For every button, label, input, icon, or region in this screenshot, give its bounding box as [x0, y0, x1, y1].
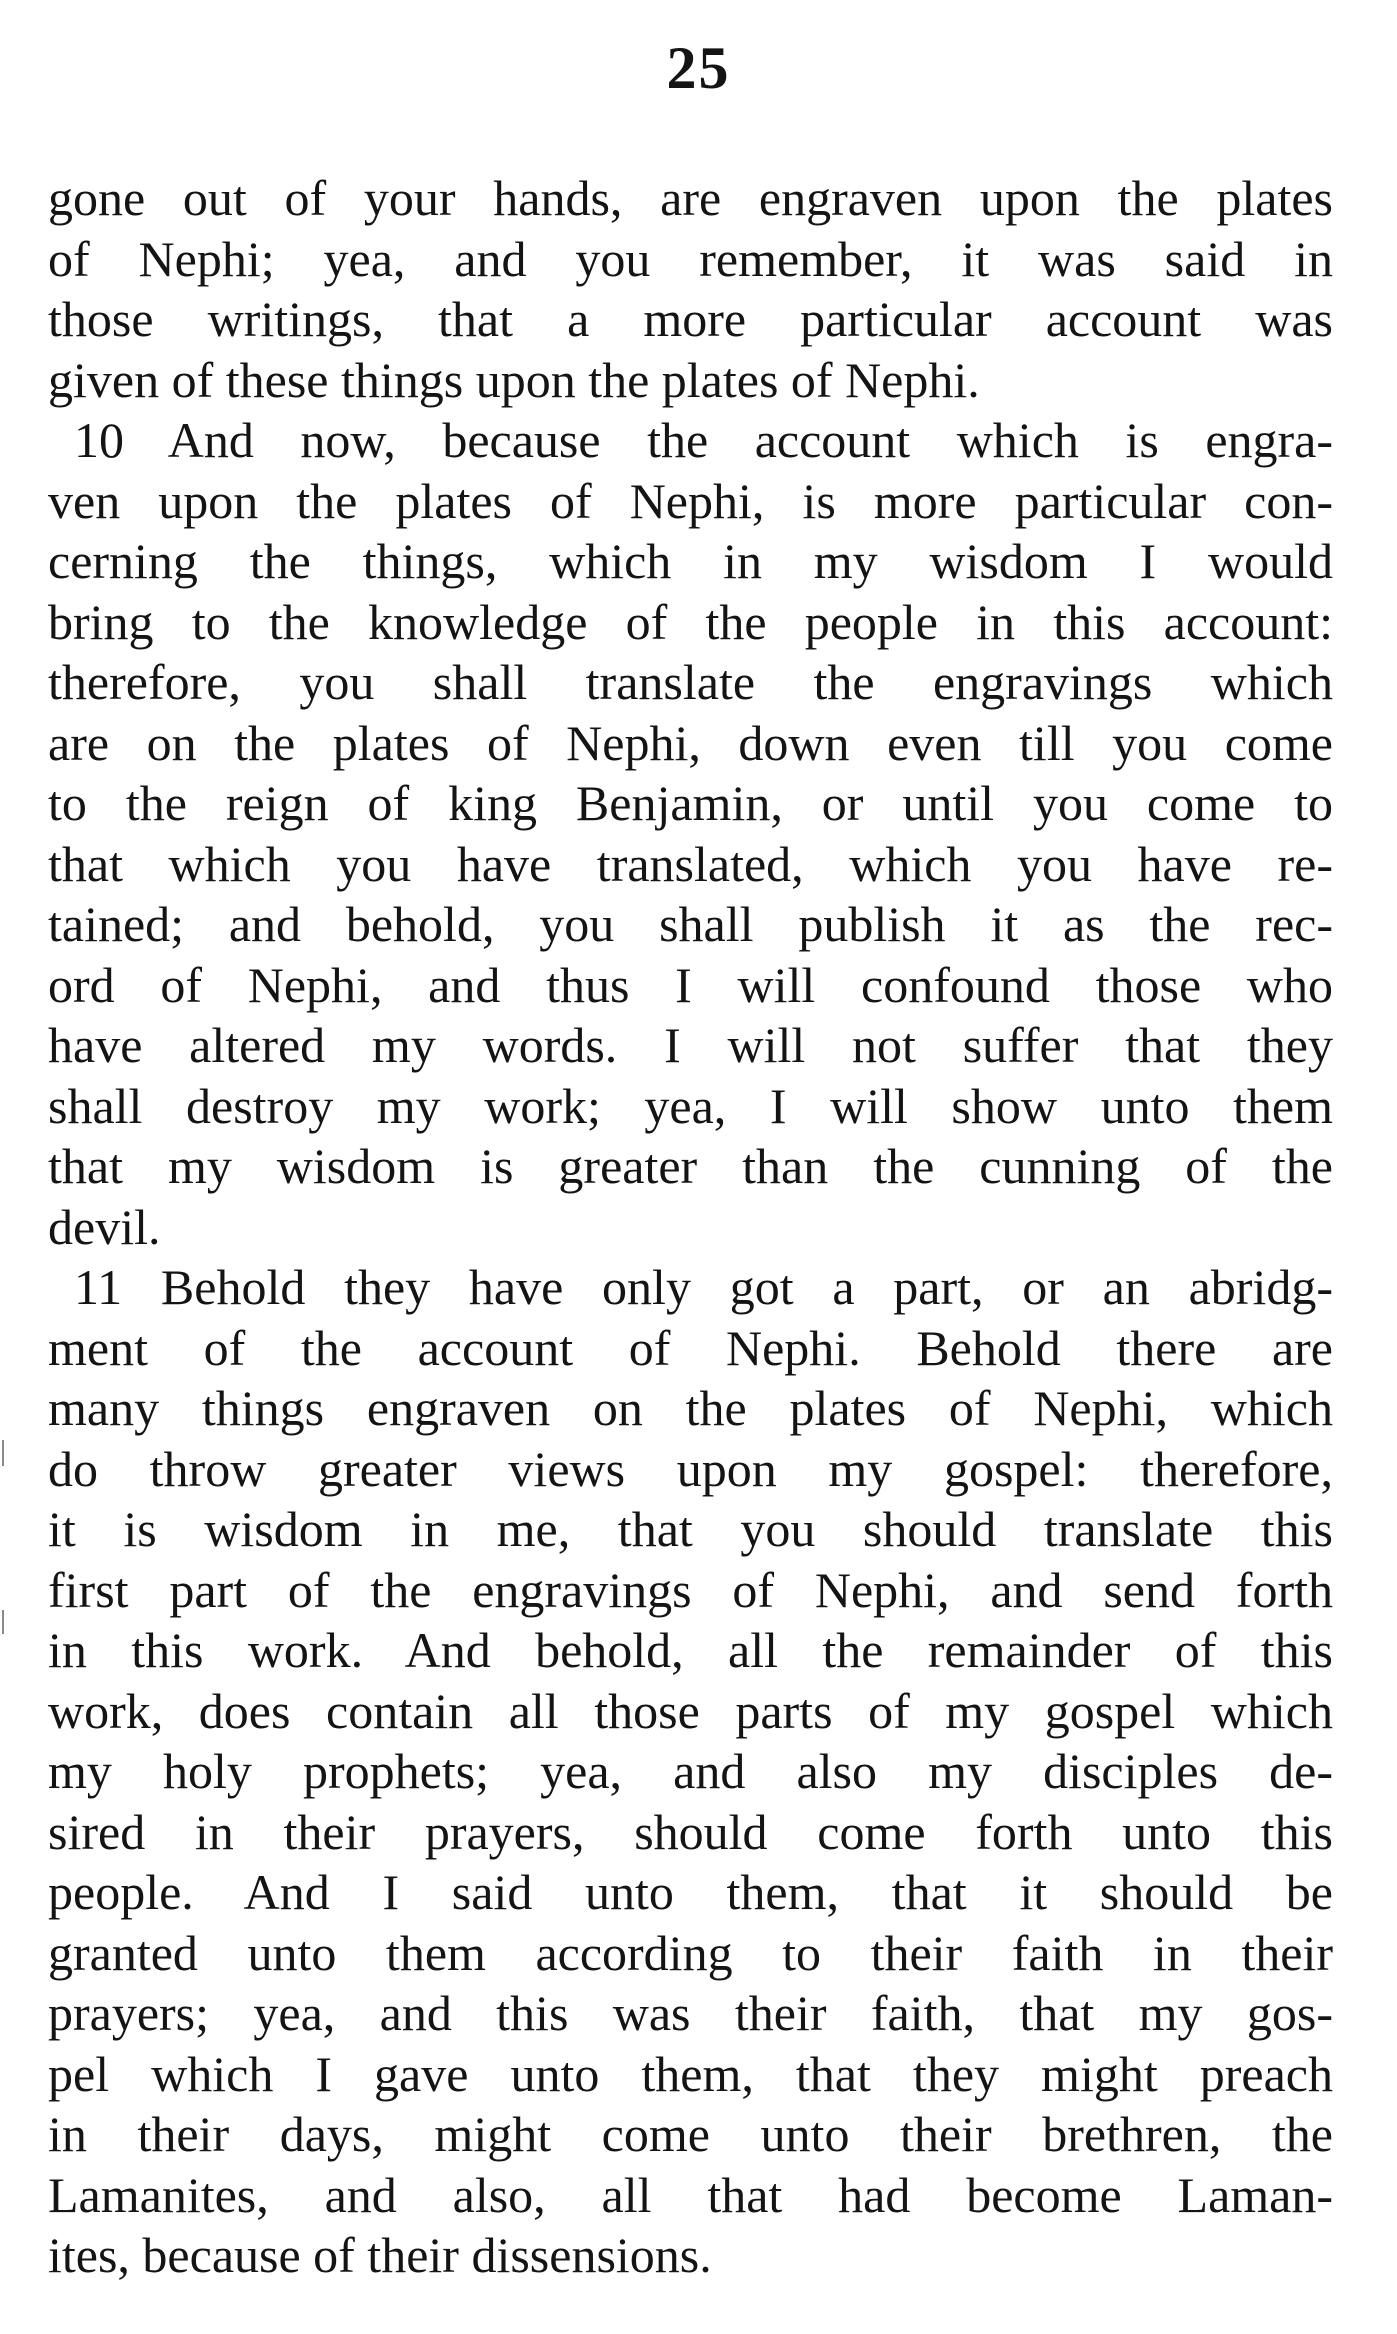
page-body-text — [48, 168, 1333, 2286]
text-line: that my wisdom is greater than the cunning of the — [48, 1138, 1333, 1194]
text-line: my holy prophets; yea, and also my disciples de- — [48, 1743, 1333, 1799]
text-line: tained; and behold, you shall publish it as the rec- — [48, 896, 1333, 952]
text-line: of Nephi; yea, and you remember, it was said in — [48, 230, 1333, 287]
left-margin-scan-mark — [2, 1440, 4, 1466]
text-line: in their days, might come unto their brethren, the — [48, 2106, 1333, 2162]
text-line: to the reign of king Benjamin, or until you come to — [48, 775, 1333, 831]
text-line: sired in their prayers, should come forth unto this — [48, 1803, 1333, 1860]
text-line: many things engraven on the plates of Nephi, which — [48, 1380, 1333, 1436]
text-line: therefore, you shall translate the engravings which — [48, 654, 1333, 710]
text-line: work, does contain all those parts of my gospel which — [48, 1682, 1333, 1739]
text-line: Lamanites, and also, all that had become Laman- — [48, 2166, 1333, 2223]
text-line: given of these things upon the plates of Nephi. — [48, 351, 980, 408]
text-line: people. And I said unto them, that it should be — [48, 1864, 1333, 1920]
text-line: in this work. And behold, all the remainder of this — [48, 1622, 1333, 1678]
text-line: bring to the knowledge of the people in this account: — [48, 593, 1333, 650]
text-line: granted unto them according to their faith in their — [48, 1924, 1333, 1981]
text-line: are on the plates of Nephi, down even till you come — [48, 714, 1333, 771]
text-line: ven upon the plates of Nephi, is more particular con- — [48, 472, 1333, 529]
text-line: shall destroy my work; yea, I will show unto them — [48, 1077, 1333, 1134]
text-line: pel which I gave unto them, that they might preach — [48, 2045, 1333, 2102]
text-line: prayers; yea, and this was their faith, that my gos- — [48, 1985, 1333, 2041]
text-line: first part of the engravings of Nephi, and send forth — [48, 1561, 1333, 1618]
left-margin-scan-mark — [2, 1610, 4, 1634]
text-line: ord of Nephi, and thus I will confound those who — [48, 956, 1333, 1013]
text-line: that which you have translated, which you have re- — [48, 835, 1333, 892]
text-line: those writings, that a more particular account was — [48, 291, 1333, 347]
text-line: have altered my words. I will not suffer that they — [48, 1017, 1333, 1073]
text-line: ment of the account of Nephi. Behold there are — [48, 1319, 1333, 1376]
paragraph-11-first-line: 11 Behold they have only got a part, or an abridg- — [74, 1259, 1333, 1315]
text-line: gone out of your hands, are engraven upon the plates — [48, 170, 1333, 226]
text-line: do throw greater views upon my gospel: therefore, — [48, 1440, 1333, 1497]
text-line: ites, because of their dissensions. — [48, 2227, 712, 2283]
page-number: 25 — [666, 35, 731, 101]
text-line: devil. — [48, 1198, 161, 1255]
paragraph-10-first-line: 10 And now, because the account which is engra- — [74, 412, 1333, 468]
text-line: cerning the things, which in my wisdom I would — [48, 533, 1333, 589]
text-line: it is wisdom in me, that you should translate this — [48, 1501, 1333, 1557]
